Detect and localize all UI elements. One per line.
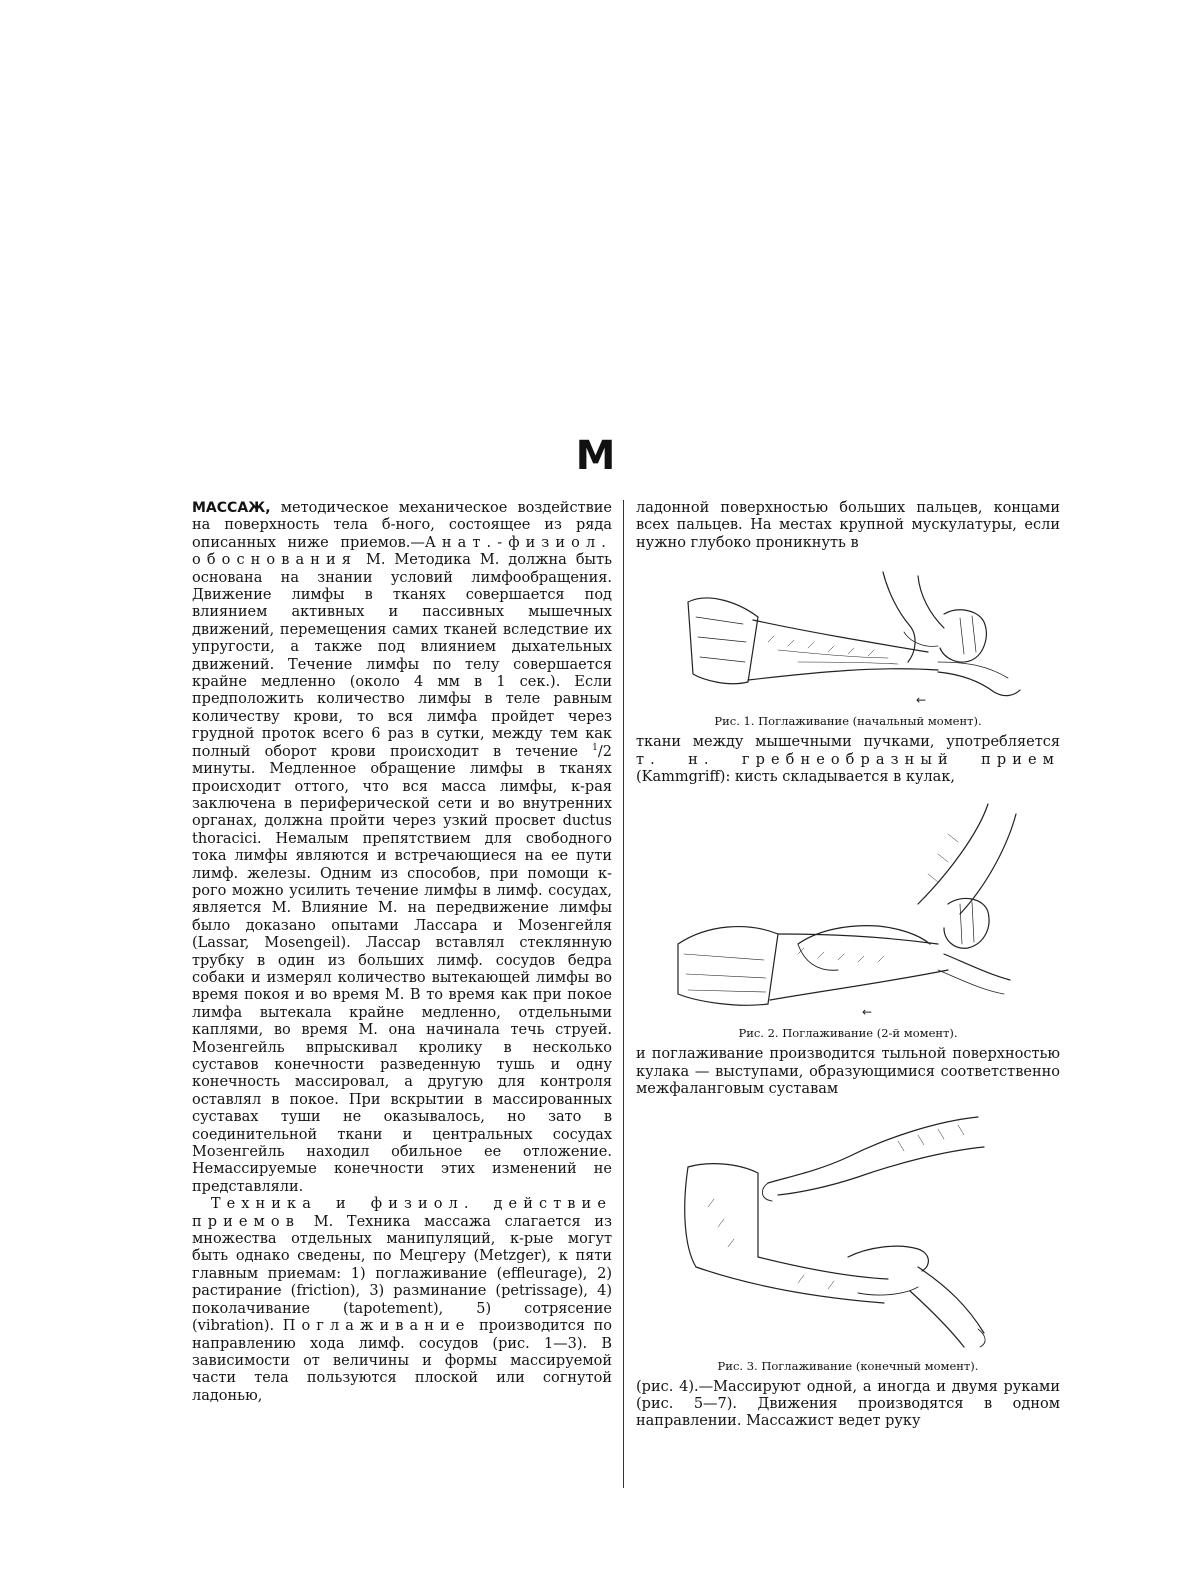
text-run: М. Методика М. должна быть основана на знании условий лимфообращения. Движение лимфы в тканях совершается под влиянием активных и пассивных мышечных движений, перемещения самих тканей вследствие их упругости, а также под влиянием дыхательных движений. Течение лимфы по телу совершается крайне медленно (около 4 мм в 1 сек.). Если предположить количество лимфы в теле равным количеству крови, то вся лимфа пройдет через грудной проток всего 6 раз в сутки, между тем как полный оборот крови происходит в течение	[192, 552, 612, 760]
direction-arrow: ←	[916, 693, 927, 708]
paragraph-right-2	[636, 734, 1060, 786]
left-column	[192, 500, 612, 1405]
paragraph-intro	[192, 500, 612, 1196]
text-run: (Kammgriff): кисть складывается в кулак,	[636, 769, 955, 786]
forearm-stroking-illustration-icon	[648, 562, 1048, 710]
paragraph-right-1: ладонной поверхностью больших пальцев, концами всех пальцев. На местах крупной мускулатуры, если нужно глубоко проникнуть в	[636, 500, 1060, 551]
figure-1-caption: Рис. 1. Поглаживание (начальный момент).	[714, 714, 982, 729]
text-run: производится по направлению хода лимф. сосудов (рис. 1—3). В зависимости от величины и формы массируемой части тела пользуются плоской или согнутой ладонью,	[192, 1318, 612, 1404]
figure-3	[636, 1107, 1060, 1373]
figure-3-caption: Рис. 3. Поглаживание (конечный момент).	[717, 1358, 979, 1373]
figure-2	[636, 794, 1060, 1040]
column-divider	[623, 500, 624, 1488]
spaced-term: т. н. гребнеобразный прием	[636, 751, 1060, 768]
text-run: М. Техника массажа слагается из множества отдельных манипуляций, к-рые могут быть однако сведены, по Мецгеру (Metzger), к пяти главным приемам: 1) поглаживание (effleurage), 2) растирание (friction), 3) разминание (petrissage), 4) поколачивание (tapotement), 5) сотрясение (vibration).	[192, 1213, 612, 1335]
paragraph-right-3: и поглаживание производится тыльной поверхностью кулака — выступами, образующимися соответственно межфаланговым суставам	[636, 1046, 1060, 1098]
text-run: ткани между мышечными пучками, употребляется	[636, 734, 1060, 751]
article-lemma: МАССАЖ,	[192, 500, 271, 516]
direction-arrow: ←	[862, 1005, 873, 1020]
spaced-term: Поглаживание	[282, 1318, 471, 1335]
page-heading-letter: М	[575, 433, 616, 479]
fraction-numerator: 1	[592, 742, 598, 753]
forearm-stroking-illustration-icon	[648, 794, 1048, 1022]
spaced-heading: Анат.-физиол. обоснования	[192, 534, 612, 569]
spaced-heading: Техника и физиол. действие приемов	[192, 1196, 612, 1230]
paragraph-technique	[192, 1196, 612, 1405]
figure-1	[636, 562, 1060, 728]
text-run: /2 минуты. Медленное обращение лимфы в тканях происходит оттого, что вся масса лимфы, к-рая заключена в периферической сети и во внутренних органах, должна пройти через узкий просвет ductus thoracici. Немалым препятствием для свободного тока лимфы являются и встречающиеся на ее пути лимф. железы. Одним из способов, при помощи к-рого можно усилить течение лимфы в лимф. сосудах, является М. Влияние М. на передвижение лимфы было доказано опытами Лассара и Мозенгейля (Lassar, Mosengeil). Лассар вставлял стеклянную трубку в один из больших лимф. сосудов бедра собаки и измерял количество вытекающей лимфы во время покоя и во время М. В то время как при покое лимфа вытекала крайне медленно, отдельными каплями, во время М. она начинала течь струей. Мозенгейль впрыскивал кролику в несколько суставов конечности разведенную тушь и одну конечность массировал, а другую для контроля оставлял в покое. При вскрытии в массированных суставах туши не оказывалось, но зато в соединительной ткани и центральных сосудах Мозенгейль находил обильное ее отложение. Немассируемые конечности этих изменений не представляли.	[192, 743, 612, 1195]
figure-2-caption: Рис. 2. Поглаживание (2-й момент).	[738, 1026, 958, 1041]
right-column	[636, 500, 1060, 1431]
arm-stroking-illustration-icon	[648, 1107, 1048, 1355]
text-run: методическое механическое воздействие на поверхность тела б-ного, состоящее из ряда описанных ниже приемов.—	[192, 500, 612, 551]
paragraph-right-4: (рис. 4).—Массируют одной, а иногда и двумя руками (рис. 5—7). Движения производятся в одном направлении. Массажист ведет руку	[636, 1378, 1060, 1430]
